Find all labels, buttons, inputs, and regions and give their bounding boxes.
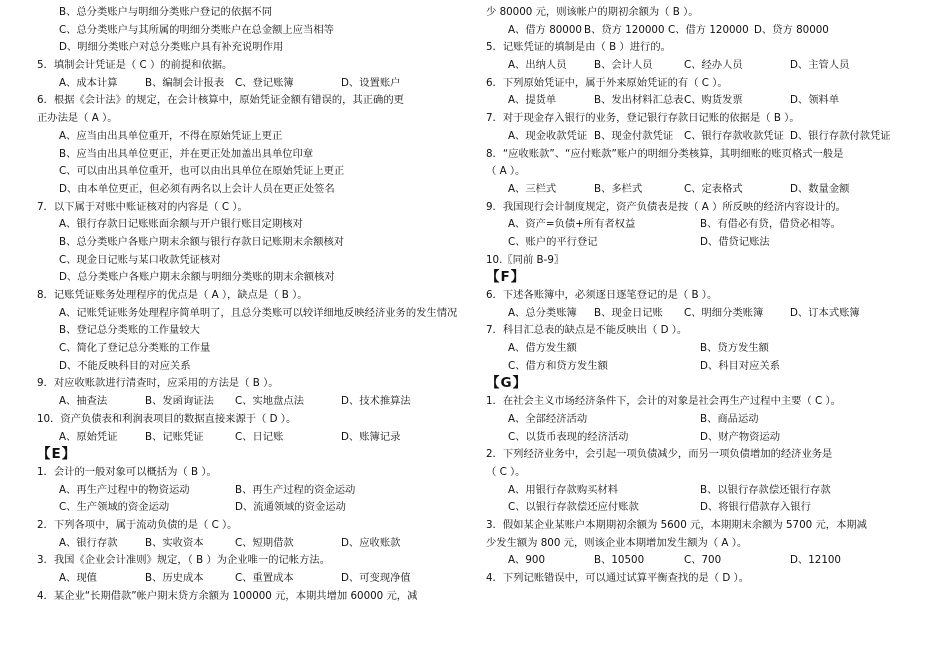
answer-option: B、实收资本 — [145, 536, 204, 549]
question-text: 3．我国《企业会计准则》规定，（ B ）为企业唯一的记帐方法。 — [37, 554, 331, 567]
answer-option: A、银行存款日记账账面余额与开户银行账目定期核对 — [59, 218, 303, 231]
options-row — [486, 22, 926, 40]
answer-option: C、可以由出具单位重开，也可以由出具单位在原始凭证上更正 — [59, 165, 345, 178]
options-row — [37, 482, 473, 500]
question-text: 正办法是（ A ）。 — [37, 112, 118, 125]
answer-option: B、10500 — [594, 554, 645, 567]
options-row — [486, 216, 926, 234]
question-text: 10．资产负债表和利润表项目的数据直接来源于（ D ）。 — [37, 412, 297, 425]
left-column — [37, 4, 473, 605]
question-text: 2．下列经济业务中，会引起一项负债减少，而另一项负债增加的经济业务是 — [486, 448, 833, 461]
answer-option: B、总分类账户各账户期末余额与银行存款日记账期末余额核对 — [59, 235, 345, 248]
answer-option: B、编制会计报表 — [145, 76, 225, 89]
answer-option: A、成本计算 — [59, 76, 118, 89]
answer-option: D、科目对应关系 — [700, 359, 781, 372]
answer-option: D、设置账户 — [341, 76, 401, 89]
answer-option: A、借方 80000 — [508, 23, 582, 36]
answer-option: C、实地盘点法 — [235, 395, 304, 408]
answer-option: A、用银行存款购买材料 — [508, 483, 619, 496]
answer-option: B、现金日记账 — [594, 306, 663, 319]
question-text: 6．根据《会计法》的规定，在会计核算中，原始凭证金额有错误的，其正确的更 — [37, 94, 404, 107]
answer-option: B、发出材料汇总表 — [594, 94, 684, 107]
question-text: 6．下列原始凭证中，属于外来原始凭证的有（ C ）。 — [486, 76, 728, 89]
options-row — [486, 234, 926, 252]
options-row — [37, 393, 473, 411]
options-row — [486, 482, 926, 500]
question-text: （ C ）。 — [486, 465, 526, 478]
options-row — [486, 429, 926, 447]
question-text: 7．对于现金存入银行的业务，登记银行存款日记账的依据是（ B ）。 — [486, 112, 800, 125]
answer-option: A、现值 — [59, 572, 97, 584]
question-text: 7．以下属于对账中账证核对的内容是（ C ）。 — [37, 200, 248, 213]
answer-option: C、700 — [684, 554, 722, 567]
answer-option: C、重置成本 — [235, 572, 294, 584]
answer-option: B、登记总分类账的工作量较大 — [59, 324, 200, 337]
answer-option: D、应收账款 — [341, 536, 401, 549]
answer-option: B、再生产过程的资金运动 — [235, 483, 356, 496]
answer-option: A、全部经济活动 — [508, 412, 588, 425]
options-row — [486, 128, 926, 146]
answer-option: D、数量金额 — [790, 182, 850, 195]
question-text: 4．某企业“长期借款”帐户期末贷方余额为 100000 元，本期共增加 60000 元，减 — [37, 589, 418, 602]
answer-option: A、应当由出具单位重开，不得在原始凭证上更正 — [59, 129, 283, 142]
answer-option: A、三栏式 — [508, 182, 557, 195]
answer-option: D、技术推算法 — [341, 395, 411, 408]
question-text: 5．填制会计凭证是（ C ）的前提和依据。 — [37, 59, 233, 72]
question-text: 8．记账凭证账务处理程序的优点是（ A ），缺点是（ B ）。 — [37, 289, 308, 301]
options-row — [486, 499, 926, 517]
answer-option: C、总分类账户与其所属的明细分类账户在总金额上应当相等 — [59, 23, 334, 36]
options-row — [37, 75, 473, 93]
options-row — [37, 499, 473, 517]
question-text: 少 80000 元，则该帐户的期初余额为（ B ）。 — [486, 6, 699, 18]
options-row — [486, 358, 926, 376]
answer-option: A、总分类账簿 — [508, 306, 577, 319]
question-text: 7．科目汇总表的缺点是不能反映出（ D ）。 — [486, 324, 688, 337]
answer-option: C、账户的平行登记 — [508, 235, 598, 248]
question-text: 10.〖同前 B-9〗 — [486, 253, 565, 266]
answer-option: D、流通领域的资金运动 — [235, 501, 346, 514]
right-column — [486, 4, 926, 588]
options-row — [486, 552, 926, 570]
answer-option: A、原始凭证 — [59, 430, 118, 443]
question-text: 8．“应收账款”、“应付账款”账户的明细分类核算，其明细账的账页格式一般是 — [486, 147, 844, 160]
answer-option: D、可变现净值 — [341, 572, 411, 584]
options-row — [486, 411, 926, 429]
answer-option: D、总分类账户各账户期末余额与明细分类账的期末余额核对 — [59, 271, 335, 284]
question-text: 少发生额为 800 元，则该企业本期增加发生额为（ A ）。 — [486, 536, 748, 549]
question-text: 2．下列各项中，属于流动负债的是（ C ）。 — [37, 518, 238, 531]
answer-option: C、明细分类账簿 — [684, 306, 764, 319]
answer-option: C、日记账 — [235, 430, 284, 443]
answer-option: B、应当由出具单位更正，并在更正处加盖出具单位印章 — [59, 147, 314, 160]
options-row — [486, 92, 926, 110]
options-row — [486, 57, 926, 75]
answer-option: B、记账凭证 — [145, 430, 204, 443]
answer-option: A、银行存款 — [59, 536, 118, 549]
question-text: 1．在社会主义市场经济条件下，会计的对象是社会再生产过程中主要（ C ）。 — [486, 395, 841, 408]
answer-option: D、将银行借款存入银行 — [700, 501, 811, 514]
options-row — [37, 570, 473, 588]
answer-option: A、抽查法 — [59, 395, 108, 408]
question-text: 9．我国现行会计制度规定，资产负债表是按（ A ）所反映的经济内容设计的。 — [486, 200, 846, 213]
answer-option: D、借贷记账法 — [700, 235, 770, 248]
options-row — [486, 305, 926, 323]
options-row — [37, 429, 473, 447]
answer-option: D、主管人员 — [790, 59, 850, 72]
section-header: 【E】 — [37, 446, 77, 463]
answer-option: D、银行存款付款凭证 — [790, 129, 891, 142]
answer-option: D、明细分类账户对总分类账户具有补充说明作用 — [59, 41, 284, 54]
answer-option: A、记账凭证账务处理程序简单明了，且总分类账可以较详细地反映经济业务的发生情况 — [59, 306, 458, 319]
answer-option: C、短期借款 — [235, 536, 294, 549]
answer-option: C、经办人员 — [684, 59, 743, 72]
question-text: 1．会计的一般对象可以概括为（ B ）。 — [37, 465, 217, 478]
answer-option: B、贷方发生额 — [700, 342, 769, 355]
answer-option: C、简化了登记总分类账的工作量 — [59, 342, 211, 355]
answer-option: C、借方 120000 — [668, 23, 749, 36]
answer-option: B、总分类账户与明细分类账户登记的依据不同 — [59, 6, 273, 18]
question-text: （ A ）。 — [486, 165, 526, 178]
section-header: 【F】 — [486, 269, 526, 286]
question-text: 9．对应收账款进行清查时，应采用的方法是（ B ）。 — [37, 377, 279, 390]
question-text: 6．下述各账簿中，必须逐日逐笔登记的是（ B ）。 — [486, 289, 718, 301]
answer-option: B、多栏式 — [594, 182, 643, 195]
answer-option: C、现金日记账与某口收款凭证核对 — [59, 253, 221, 266]
answer-option: C、以货币表现的经济活动 — [508, 430, 629, 443]
answer-option: B、贷方 120000 — [584, 23, 665, 36]
answer-option: D、由本单位更正，但必须有两名以上会计人员在更正处签名 — [59, 182, 335, 195]
answer-option: B、会计人员 — [594, 59, 653, 72]
answer-option: A、借方发生额 — [508, 342, 577, 355]
question-text: 4．下列记账错误中，可以通过试算平衡查找的是（ D ）。 — [486, 572, 750, 584]
answer-option: A、提货单 — [508, 94, 557, 107]
answer-option: D、账簿记录 — [341, 430, 401, 443]
options-row — [37, 535, 473, 553]
answer-option: C、以银行存款偿还应付账款 — [508, 501, 639, 514]
answer-option: C、借方和贷方发生额 — [508, 359, 608, 372]
answer-option: A、900 — [508, 554, 545, 567]
answer-option: D、12100 — [790, 554, 841, 567]
answer-option: C、生产领域的资金运动 — [59, 501, 170, 514]
answer-option: A、出纳人员 — [508, 59, 567, 72]
options-row — [486, 340, 926, 358]
answer-option: B、商品运动 — [700, 412, 759, 425]
answer-option: B、现金付款凭证 — [594, 129, 674, 142]
answer-option: A、现金收款凭证 — [508, 129, 588, 142]
answer-option: D、订本式账簿 — [790, 306, 860, 319]
answer-option: D、财产物资运动 — [700, 430, 781, 443]
question-text: 3．假如某企业某账户本期期初余额为 5600 元，本期期末余额为 5700 元，本期减 — [486, 518, 867, 531]
answer-option: B、有借必有贷，借贷必相等。 — [700, 218, 841, 231]
answer-option: D、不能反映科目的对应关系 — [59, 359, 191, 372]
answer-option: B、发函询证法 — [145, 395, 214, 408]
question-text: 5．记账凭证的填制是由（ B ）进行的。 — [486, 41, 671, 54]
answer-option: B、历史成本 — [145, 572, 204, 584]
answer-option: A、资产=负债+所有者权益 — [508, 218, 636, 231]
section-header: 【G】 — [486, 375, 528, 392]
options-row — [486, 181, 926, 199]
answer-option: A、再生产过程中的物资运动 — [59, 483, 190, 496]
answer-option: D、领料单 — [790, 94, 840, 107]
answer-option: C、银行存款收款凭证 — [684, 129, 784, 142]
answer-option: D、贷方 80000 — [754, 23, 829, 36]
answer-option: C、定表格式 — [684, 182, 743, 195]
answer-option: B、以银行存款偿还银行存款 — [700, 483, 831, 496]
answer-option: C、购货发票 — [684, 94, 743, 107]
answer-option: C、登记账簿 — [235, 76, 294, 89]
